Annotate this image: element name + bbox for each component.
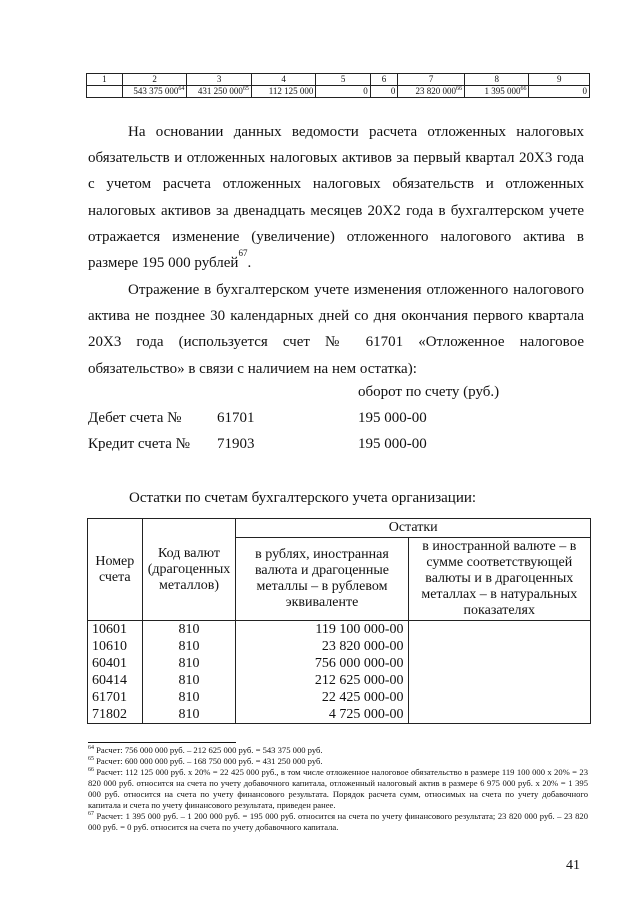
- footnote-64: $^{64}$ Расчет: 756 000 000 руб. – 212 625 000 руб. = 543 375 000 руб.: [88, 745, 323, 755]
- credit-account: 71903: [217, 436, 255, 452]
- header-balances: Остатки: [236, 519, 591, 538]
- table-row: 60401 810 756 000 000-00: [88, 655, 591, 672]
- table-row: 71802 810 4 725 000-00: [88, 706, 591, 724]
- value-cell-3: 431 250 $000^{65}$: [187, 86, 252, 98]
- balances-header-row-1: [88, 519, 591, 538]
- col-header-9: 9: [529, 74, 590, 86]
- top-table-header-row: [87, 74, 590, 86]
- debit-account: 61701: [217, 410, 255, 426]
- top-table-value-row: [87, 86, 590, 98]
- value-cell-4: 112 125 000: [251, 86, 316, 98]
- col-header-3: 3: [187, 74, 252, 86]
- value-cell-8: 1 395 $000^{66}$: [464, 86, 529, 98]
- col-header-4: 4: [251, 74, 316, 86]
- page-number: 41: [566, 858, 580, 873]
- turnover-header: оборот по счету (руб.): [358, 384, 500, 400]
- footnote-ref: 65: [242, 86, 249, 92]
- table-row: 61701 810 22 425 000-00: [88, 689, 591, 706]
- header-currency-code: Код валют (драгоценных металлов): [142, 519, 236, 621]
- footnote-ref: 64: [178, 86, 185, 92]
- paragraph-2-text: Отражение в бухгалтерском учете изменения отложенного налогового актива не позднее 30 календарных дней со дня окончания первого квартала 20Х3 года (используется счет № 61701 «Отложенное налоговое обязательство» в связи с наличием на нем остатка):: [88, 282, 584, 377]
- footnote-divider: [88, 742, 236, 743]
- header-account: Номер счета: [88, 519, 143, 621]
- header-rub: в рублях, иностранная валюта и драгоценные металлы – в рублевом эквиваленте: [236, 538, 408, 621]
- top-table: [86, 73, 590, 98]
- paragraph-1: На основании данных ведомости расчета отложенных налоговых обязательств и отложенных налоговых активов за первый квартал 20Х3 года с учетом расчета отложенных налоговых обязательств и отложенных налоговых активов за двенадцать месяцев 20Х2 года в бухгалтерском учете отражается изменение (увеличение) отложенного налогового актива в размере 195 000 рублей$^{67}$.: [88, 124, 584, 272]
- debit-label: Дебет счета №: [88, 410, 182, 426]
- col-header-6: 6: [370, 74, 398, 86]
- footnote-66: $^{66}$ Расчет: 112 125 000 руб. х 20% = 22 425 000 руб., в том числе отложенное налоговое обязательство в размере 119 100 000 х 20% = 23 820 000 руб. относится на счета по учету добавочного капитала, отложенный налоговый актив в размере 6 975 000 руб. х 20% = 1 395 000 руб. относится на счета по учету финансового результата. Порядок расчета сумм, относимых на счета по учету добавочного капитала и счета по учету финансового результата, приведен ранее.: [88, 767, 588, 810]
- value-cell-1: [87, 86, 123, 98]
- footnote-ref: 66: [455, 86, 462, 92]
- footnote-67: $^{67}$ Расчет: 1 395 000 руб. – 1 200 000 руб. = 195 000 руб. относится на счета по учету финансового результата; 23 820 000 руб. – 23 820 000 руб. = 0 руб. относится на счета по учету добавочного капитала.: [88, 811, 588, 832]
- table-row: 10601 810 119 100 000-00: [88, 621, 591, 639]
- col-header-8: 8: [464, 74, 529, 86]
- credit-label: Кредит счета №: [88, 436, 190, 452]
- value-cell-2: 543 375 $000^{64}$: [122, 86, 187, 98]
- posting-block: [88, 384, 588, 464]
- balances-title: Остатки по счетам бухгалтерского учета организации:: [129, 490, 477, 506]
- header-fx: в иностранной валюте – в сумме соответствующей валюты и в драгоценных металлах – в натуральных показателях: [408, 538, 590, 621]
- debit-amount: 195 000-00: [358, 410, 427, 426]
- value-cell-7: 23 820 $000^{66}$: [398, 86, 465, 98]
- value-cell-6: 0: [370, 86, 398, 98]
- table-row: 10610 810 23 820 000-00: [88, 638, 591, 655]
- col-header-1: 1: [87, 74, 123, 86]
- footnote-ref: 67: [238, 248, 248, 259]
- footnote-65: $^{65}$ Расчет: 600 000 000 руб. – 168 750 000 руб. = 431 250 000 руб.: [88, 756, 323, 766]
- table-row: 60414 810 212 625 000-00: [88, 672, 591, 689]
- footnote-ref: 66: [520, 86, 527, 92]
- paragraph-2: [88, 277, 584, 382]
- value-cell-9: 0: [529, 86, 590, 98]
- paragraph-1-text: На основании данных ведомости расчета отложенных налоговых обязательств и отложенных налоговых активов за первый квартал 20Х3 года с учетом расчета отложенных налоговых обязательств и отложенных налоговых активов за двенадцать месяцев 20Х2 года в бухгалтерском учете отражается изменение (увеличение) отложенного налогового актива в размере 195 000 рублей: [88, 124, 584, 272]
- col-header-2: 2: [122, 74, 187, 86]
- value-cell-5: 0: [316, 86, 370, 98]
- col-header-7: 7: [398, 74, 465, 86]
- footnotes: [88, 745, 588, 833]
- col-header-5: 5: [316, 74, 370, 86]
- credit-amount: 195 000-00: [358, 436, 427, 452]
- balances-table: [87, 518, 591, 724]
